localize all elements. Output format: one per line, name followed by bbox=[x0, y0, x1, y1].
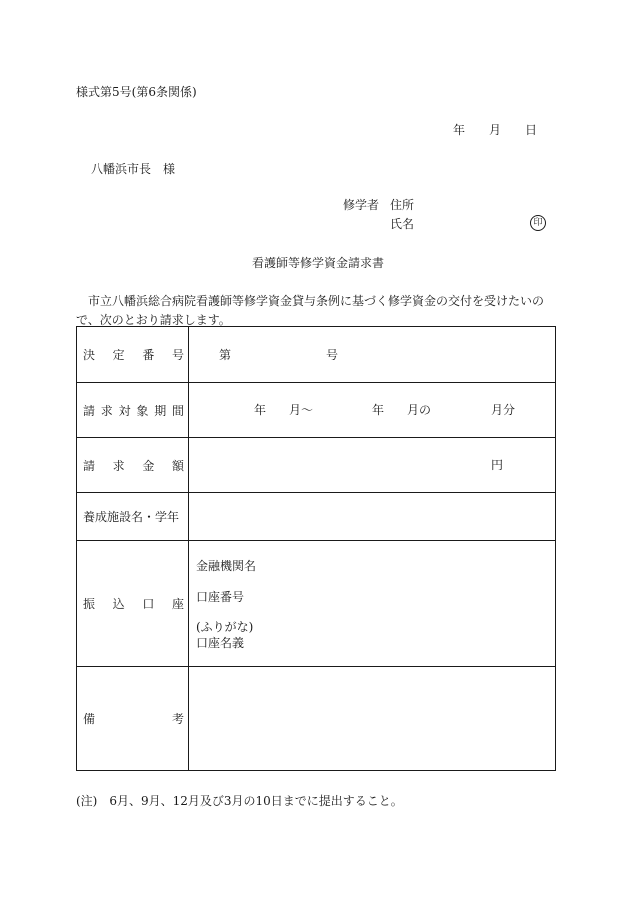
label-char: 口 bbox=[142, 597, 155, 611]
date-line bbox=[453, 124, 537, 136]
request-amount-cell[interactable] bbox=[189, 438, 556, 493]
label-char: 決 bbox=[83, 348, 96, 362]
label-char: 振 bbox=[83, 597, 96, 611]
label-char: 考 bbox=[171, 712, 184, 726]
row-label-request-amount bbox=[77, 438, 189, 493]
row-label-remarks bbox=[77, 667, 189, 771]
intro-paragraph bbox=[76, 292, 566, 330]
seal-mark: 印 bbox=[530, 215, 546, 231]
label-char: 込 bbox=[112, 597, 125, 611]
label-char: 求 bbox=[112, 458, 125, 473]
period-end-year: 年 bbox=[372, 403, 385, 417]
applicant-name-label: 氏名 bbox=[390, 217, 415, 231]
row-label-decision-number bbox=[77, 327, 189, 383]
table-row bbox=[77, 493, 556, 541]
table-row bbox=[77, 383, 556, 438]
addressee: 八幡浜市長 様 bbox=[91, 162, 176, 176]
label-chars bbox=[77, 402, 188, 419]
decision-number-prefix: 第 bbox=[219, 348, 232, 362]
label-school-grade-text: 養成施設名・学年 bbox=[83, 510, 180, 524]
school-grade-cell[interactable] bbox=[189, 493, 556, 541]
period-start-year: 年 bbox=[254, 403, 267, 417]
applicant-address-label: 住所 bbox=[390, 198, 415, 212]
account-number-label: 口座番号 bbox=[196, 590, 245, 604]
account-holder-label: 口座名義 bbox=[196, 636, 245, 650]
period-month-count: 月分 bbox=[491, 403, 516, 417]
label-char: 象 bbox=[136, 403, 149, 418]
footnote: (注) 6月、9月、12月及び3月の10日までに提出すること。 bbox=[76, 794, 403, 808]
label-chars bbox=[77, 595, 188, 612]
request-form-table bbox=[76, 326, 556, 771]
label-char: 金 bbox=[142, 458, 155, 473]
remarks-cell[interactable] bbox=[189, 667, 556, 771]
row-label-bank-account bbox=[77, 541, 189, 667]
table-row bbox=[77, 327, 556, 383]
period-start-month: 月～ bbox=[289, 403, 314, 417]
label-char: 備 bbox=[83, 712, 96, 726]
label-chars bbox=[77, 346, 188, 363]
bank-account-cell[interactable] bbox=[189, 541, 556, 667]
decision-number-suffix: 号 bbox=[326, 348, 339, 362]
table-row bbox=[77, 438, 556, 493]
table-row bbox=[77, 667, 556, 771]
request-period-cell[interactable] bbox=[189, 383, 556, 438]
furigana-label: (ふりがな) bbox=[196, 620, 254, 634]
label-char: 求 bbox=[100, 403, 113, 418]
decision-number-cell[interactable] bbox=[189, 327, 556, 383]
label-char: 座 bbox=[171, 597, 184, 611]
label-char: 請 bbox=[83, 458, 96, 473]
date-year-label: 年 bbox=[453, 123, 466, 137]
label-text bbox=[77, 508, 188, 525]
label-chars bbox=[77, 457, 188, 474]
form-number: 様式第5号(第6条関係) bbox=[76, 85, 197, 99]
label-char: 期 bbox=[154, 403, 167, 418]
label-char: 額 bbox=[171, 458, 184, 473]
row-label-school-grade bbox=[77, 493, 189, 541]
label-char: 対 bbox=[118, 403, 131, 418]
amount-unit-yen: 円 bbox=[491, 458, 504, 472]
table-row bbox=[77, 541, 556, 667]
label-char: 間 bbox=[171, 403, 184, 418]
intro-text: 市立八幡浜総合病院看護師等修学資金貸与条例に基づく修学資金の交付を受けたいので、次のとおり請求します。 bbox=[76, 294, 545, 327]
row-label-request-period bbox=[77, 383, 189, 438]
date-month-label: 月 bbox=[489, 123, 502, 137]
period-end-month: 月の bbox=[407, 403, 432, 417]
label-chars bbox=[77, 710, 188, 727]
document-title: 看護師等修学資金請求書 bbox=[252, 256, 385, 270]
label-char: 番 bbox=[142, 348, 155, 362]
label-char: 請 bbox=[83, 403, 96, 418]
label-char: 定 bbox=[112, 348, 125, 362]
label-char: 号 bbox=[171, 348, 184, 362]
bank-name-label: 金融機関名 bbox=[196, 559, 257, 573]
applicant-role: 修学者 bbox=[343, 198, 380, 212]
date-day-label: 日 bbox=[525, 123, 538, 137]
